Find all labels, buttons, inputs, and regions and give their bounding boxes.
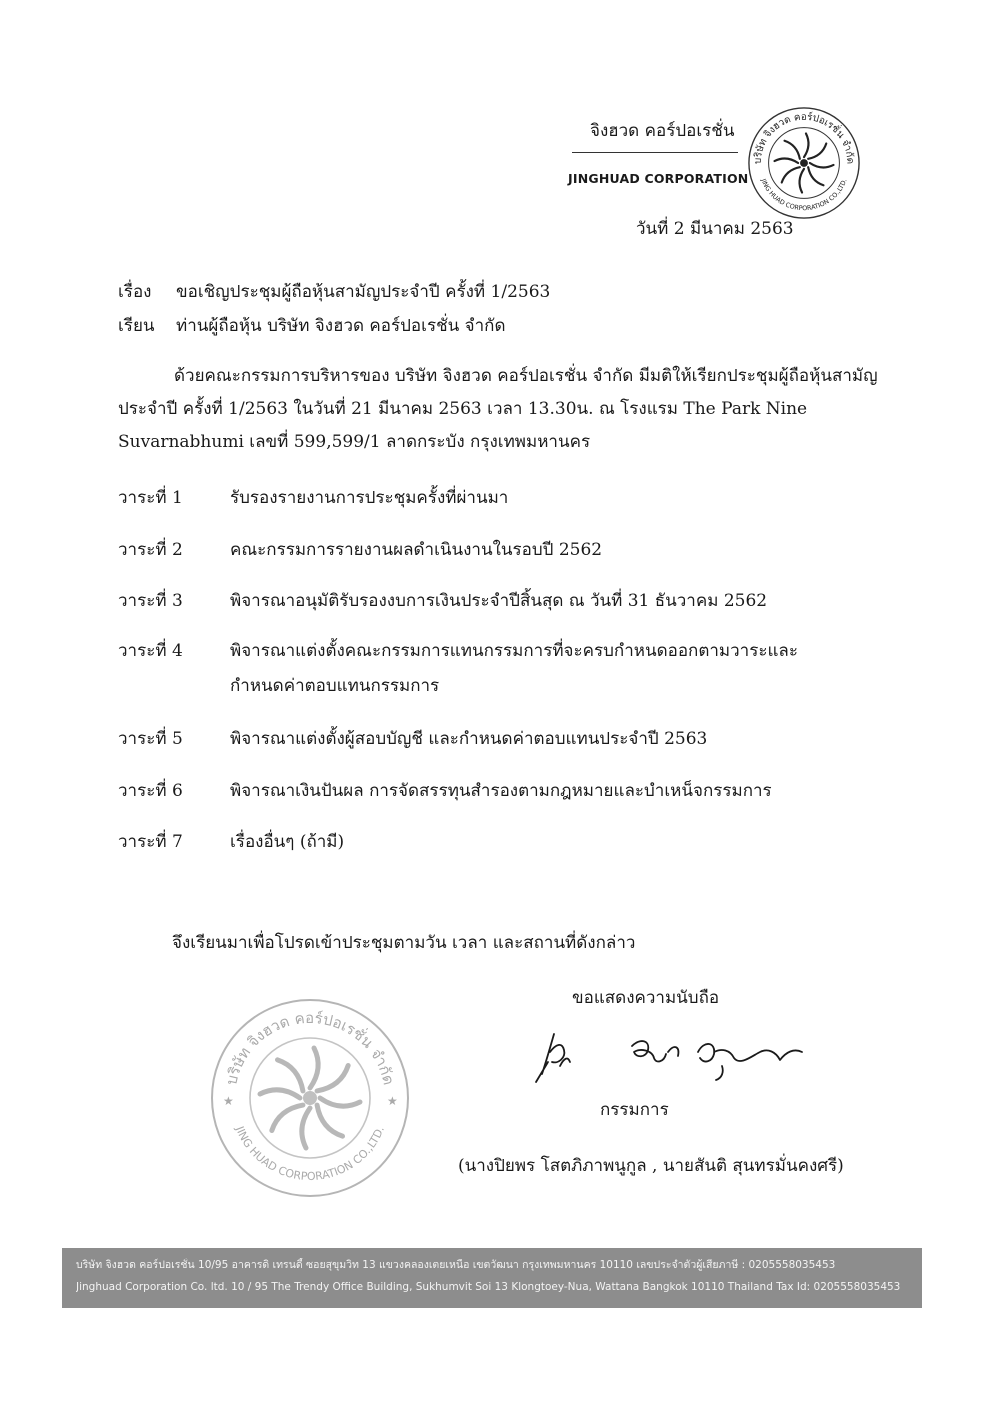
company-stamp: [205, 993, 415, 1203]
intro-paragraph: [118, 360, 878, 459]
svg-text:★: ★: [223, 1094, 234, 1108]
agenda-text: พิจารณาเงินปันผล การจัดสรรทุนสำรองตามกฎหมายและบำเหน็จกรรมการ: [230, 781, 772, 801]
agenda-text: เรื่องอื่นๆ (ถ้ามี): [230, 832, 345, 852]
letter-date: วันที่ 2 มีนาคม 2563: [636, 219, 794, 239]
footer-address-thai: บริษัท จิงฮวด คอร์ปอเรชั่น 10/95 อาคารดิ เทรนดี้ ซอยสุขุมวิท 13 แขวงคลองเตยเหนือ เขตวัฒนา กรุงเทพมหานคร 10110 เลขประจำตัวผู้เสียภาษี : 0205558035453: [76, 1259, 836, 1271]
company-name-english: JINGHUAD CORPORATION: [568, 171, 749, 186]
closing-sentence: จึงเรียนมาเพื่อโปรดเข้าประชุมตามวัน เวลา และสถานที่ดังกล่าว: [172, 933, 636, 953]
agenda-label: วาระที่ 1: [118, 488, 183, 508]
subject-label: เรื่อง: [118, 282, 152, 302]
agenda-label: วาระที่ 2: [118, 540, 183, 560]
svg-text:JING HUAD CORPORATION CO.,LTD.: [233, 1124, 387, 1183]
seal-text-english: JING HUAD CORPORATION CO.,LTD.: [759, 177, 849, 213]
recipient-label: เรียน: [118, 316, 155, 336]
agenda-text: พิจารณาแต่งตั้งคณะกรรมการแทนกรรมการที่จะครบกำหนดออกตามวาระและกำหนดค่าตอบแทนกรรมการ: [230, 641, 798, 696]
letterhead-divider: [572, 152, 738, 153]
agenda-text: พิจารณาอนุมัติรับรองงบการเงินประจำปีสิ้นสุด ณ วันที่ 31 ธันวาคม 2562: [230, 591, 768, 611]
signer-role: กรรมการ: [600, 1100, 669, 1120]
handwritten-signatures: [528, 1022, 818, 1092]
agenda-text: รับรองรายงานการประชุมครั้งที่ผ่านมา: [230, 488, 509, 508]
subject-text: ขอเชิญประชุมผู้ถือหุ้นสามัญประจำปี ครั้งที่ 1/2563: [176, 282, 551, 302]
signer-names: (นางปิยพร โสตภิภาพนูกูล , นายสันติ สุนทรมั่นคงศรี): [458, 1156, 844, 1176]
agenda-label: วาระที่ 4: [118, 641, 183, 661]
stamp-text-thai: บริษัท จิงฮวด คอร์ปอเรชั่น จำกัด: [222, 1008, 398, 1087]
recipient-text: ท่านผู้ถือหุ้น บริษัท จิงฮวด คอร์ปอเรชั่น จำกัด: [176, 316, 506, 336]
footer-bar: [62, 1248, 922, 1308]
agenda-text: คณะกรรมการรายงานผลดำเนินงานในรอบปี 2562: [230, 540, 603, 560]
stamp-text-english: JING HUAD CORPORATION CO.,LTD.: [232, 1124, 388, 1184]
seal-text-thai: บริษัท จิงฮวด คอร์ปอเรชั่น จำกัด: [752, 111, 856, 165]
company-seal-logo: [745, 104, 863, 222]
svg-text:JING HUAD CORPORATION CO.,LTD.: [759, 177, 849, 212]
agenda-label: วาระที่ 6: [118, 781, 183, 801]
agenda-text: พิจารณาแต่งตั้งผู้สอบบัญชี และกำหนดค่าตอบแทนประจำปี 2563: [230, 729, 708, 749]
agenda-label: วาระที่ 5: [118, 729, 183, 749]
company-name-thai: จิงฮวด คอร์ปอเรชั่น: [590, 121, 735, 141]
intro-text: ด้วยคณะกรรมการบริหารของ บริษัท จิงฮวด คอร์ปอเรชั่น จำกัด มีมติให้เรียกประชุมผู้ถือหุ้นสามัญประจำปี ครั้งที่ 1/2563 ในวันที่ 21 มีนาคม 2563 เวลา 13.30น. ณ โรงแรม The Park Nine Suvarnabhumi เลขที่ 599,599/1 ลาดกระบัง กรุงเทพมหานคร: [118, 366, 878, 452]
agenda-label: วาระที่ 7: [118, 832, 183, 852]
footer-address-english: Jinghuad Corporation Co. ltd. 10 / 95 The Trendy Office Building, Sukhumvit Soi 13 Klongtoey-Nua, Wattana Bangkok 10110 Thailand Tax Id: 0205558035453: [76, 1281, 901, 1293]
regards-text: ขอแสดงความนับถือ: [572, 988, 720, 1008]
svg-text:★: ★: [387, 1094, 398, 1108]
agenda-label: วาระที่ 3: [118, 591, 183, 611]
